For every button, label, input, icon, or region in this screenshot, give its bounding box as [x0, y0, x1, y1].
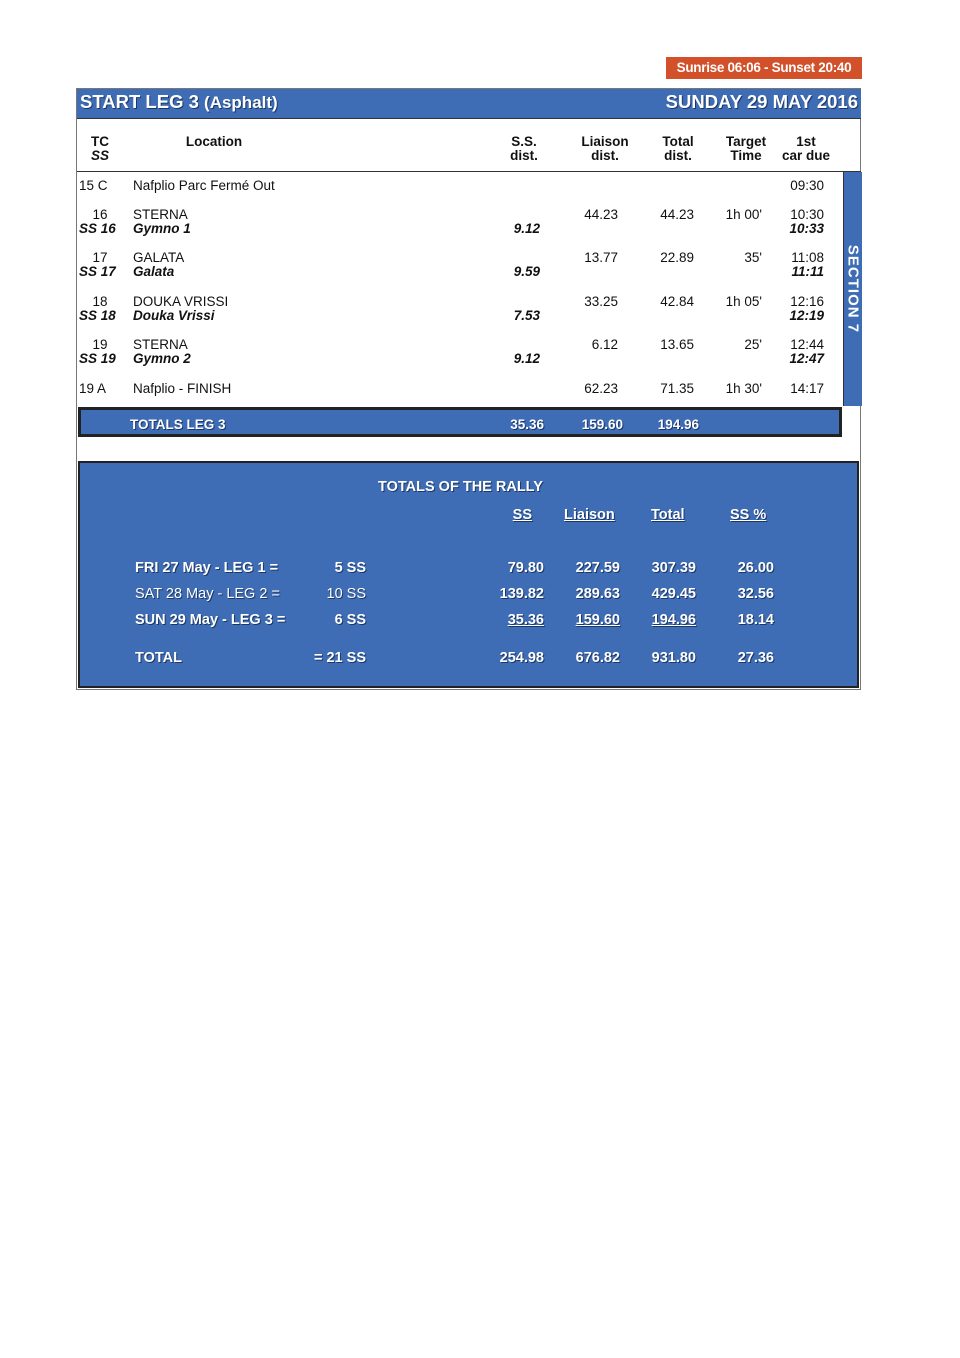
col-head-total-2: dist.	[664, 148, 692, 163]
rally-total-liaison: 676.82	[575, 650, 620, 666]
location-cell: DOUKA VRISSI	[133, 294, 229, 309]
ss-number-cell: SS 18	[79, 308, 116, 323]
col-head-due	[776, 135, 836, 163]
col-head-location: Location	[185, 134, 243, 149]
tc-cell: 15 C	[79, 178, 108, 193]
due-cell: 11:08	[791, 250, 824, 265]
col-head-tc	[80, 135, 120, 163]
col-head-total-1: Total	[662, 134, 694, 149]
ss-name-cell: Gymno 1	[133, 221, 191, 236]
rally-row-pct: 32.56	[737, 586, 774, 602]
total-cell: 22.89	[660, 250, 694, 265]
ss-dist-cell: 7.53	[513, 308, 540, 323]
rally-total-label: TOTAL	[135, 650, 182, 666]
liaison-cell: 62.23	[584, 381, 618, 396]
col-head-ss-dist-1: S.S.	[511, 134, 537, 149]
rally-totals-panel	[78, 461, 859, 688]
location-cell: STERNA	[133, 337, 188, 352]
ss-due-cell: 12:47	[789, 351, 824, 366]
total-cell: 13.65	[660, 337, 694, 352]
col-head-ss-dist-2: dist.	[510, 148, 538, 163]
due-cell: 14:17	[790, 381, 824, 396]
due-cell: 09:30	[790, 178, 824, 193]
rally-head-pct: SS %	[730, 507, 767, 523]
section-bar	[843, 172, 862, 406]
target-cell: 35'	[744, 250, 762, 265]
rally-row-label: FRI 27 May - LEG 1 =	[135, 560, 279, 576]
rally-row-label: SAT 28 May - LEG 2 =	[135, 586, 280, 602]
totals-leg-liaison: 159.60	[581, 417, 623, 432]
header-divider	[77, 171, 861, 172]
tc-cell: 19	[92, 337, 108, 352]
rally-row-count: 5 SS	[334, 560, 366, 576]
ss-dist-cell: 9.59	[513, 264, 540, 279]
location-cell: STERNA	[133, 207, 188, 222]
due-cell: 12:16	[790, 294, 824, 309]
rally-total-total: 931.80	[651, 650, 696, 666]
col-head-target-2: Time	[730, 148, 762, 163]
total-cell: 71.35	[660, 381, 694, 396]
liaison-cell: 13.77	[584, 250, 618, 265]
rally-row-ss: 79.80	[507, 560, 544, 576]
rally-total-pct: 27.36	[737, 650, 774, 666]
ss-due-cell: 12:19	[789, 308, 824, 323]
ss-number-cell: SS 17	[79, 264, 116, 279]
rally-row-total: 194.96	[651, 612, 696, 628]
rally-row-total: 429.45	[651, 586, 696, 602]
rally-row-liaison: 227.59	[575, 560, 620, 576]
rally-total-count: = 21 SS	[314, 650, 366, 666]
rally-total-ss: 254.98	[499, 650, 544, 666]
sunrise-sunset-badge: Sunrise 06:06 - Sunset 20:40	[666, 57, 862, 79]
rally-row-label: SUN 29 May - LEG 3 =	[135, 612, 286, 628]
location-cell: Nafplio - FINISH	[133, 381, 232, 396]
col-head-liaison-1: Liaison	[581, 134, 629, 149]
tc-cell: 19 A	[79, 381, 107, 396]
totals-leg-total: 194.96	[657, 417, 699, 432]
leg-surface: (Asphalt)	[204, 93, 278, 112]
section-label: SECTION 7	[844, 244, 862, 334]
rally-row-pct: 26.00	[737, 560, 774, 576]
tc-cell: 16	[92, 207, 108, 222]
col-head-total	[652, 135, 704, 163]
rally-row-ss: 139.82	[499, 586, 544, 602]
rally-row-liaison: 289.63	[575, 586, 620, 602]
tc-cell: 18	[92, 294, 108, 309]
liaison-cell: 44.23	[584, 207, 618, 222]
leg-title	[80, 91, 278, 113]
totals-leg-ss: 35.36	[510, 417, 544, 432]
col-head-liaison	[574, 135, 636, 163]
target-cell: 1h 00'	[725, 207, 762, 222]
col-head-tc-label: TC	[91, 134, 109, 149]
col-head-target-1: Target	[725, 134, 767, 149]
col-head-due-2: car due	[781, 148, 831, 163]
due-cell: 10:30	[790, 207, 824, 222]
liaison-cell: 33.25	[584, 294, 618, 309]
col-head-ss-dist	[500, 135, 548, 163]
rally-row-ss: 35.36	[507, 612, 544, 628]
location-cell: Nafplio Parc Fermé Out	[133, 178, 275, 193]
totals-leg-label: TOTALS LEG 3	[130, 417, 226, 432]
rally-head-liaison: Liaison	[564, 507, 615, 523]
rally-head-ss: SS	[512, 507, 532, 523]
rally-head-total: Total	[651, 507, 685, 523]
ss-due-cell: 10:33	[789, 221, 824, 236]
ss-number-cell: SS 16	[79, 221, 116, 236]
col-head-liaison-2: dist.	[591, 148, 619, 163]
leg-date: SUNDAY 29 MAY 2016	[665, 91, 858, 112]
total-cell: 44.23	[660, 207, 694, 222]
rally-row-total: 307.39	[651, 560, 696, 576]
rally-row-count: 10 SS	[326, 586, 366, 602]
ss-number-cell: SS 19	[79, 351, 116, 366]
leg-title-main: START LEG 3	[80, 91, 199, 112]
ss-name-cell: Galata	[133, 264, 175, 279]
ss-dist-cell: 9.12	[513, 221, 540, 236]
liaison-cell: 6.12	[591, 337, 618, 352]
due-cell: 12:44	[790, 337, 824, 352]
leg-header	[77, 89, 861, 119]
ss-name-cell: Douka Vrissi	[133, 308, 215, 323]
col-head-target	[718, 135, 774, 163]
rally-row-count: 6 SS	[334, 612, 366, 628]
rally-totals-title: TOTALS OF THE RALLY	[378, 479, 543, 495]
target-cell: 1h 05'	[725, 294, 762, 309]
total-cell: 42.84	[660, 294, 694, 309]
target-cell: 25'	[744, 337, 762, 352]
col-head-due-1: 1st	[796, 134, 816, 149]
target-cell: 1h 30'	[725, 381, 762, 396]
ss-dist-cell: 9.12	[513, 351, 540, 366]
ss-due-cell: 11:11	[791, 264, 824, 279]
totals-leg-bar	[78, 407, 842, 437]
ss-name-cell: Gymno 2	[133, 351, 191, 366]
rally-row-liaison: 159.60	[575, 612, 620, 628]
location-cell: GALATA	[133, 250, 185, 265]
col-head-ss-label: SS	[90, 148, 109, 163]
tc-cell: 17	[92, 250, 108, 265]
rally-row-pct: 18.14	[737, 612, 774, 628]
